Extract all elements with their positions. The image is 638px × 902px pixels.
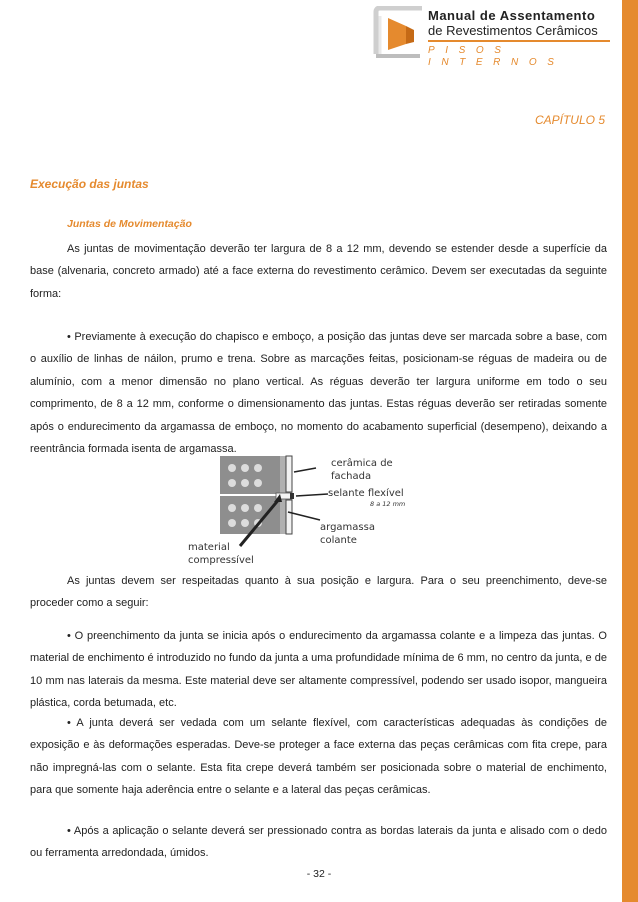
label-material-1: material: [188, 542, 230, 553]
joint-diagram: [170, 450, 470, 570]
orange-side-bar: [622, 0, 638, 902]
paragraph-3: As juntas devem ser respeitadas quanto à sua posição e largura. Para o seu preenchimento, deve-se proceder como a seguir:: [30, 575, 607, 610]
page-number: - 32 -: [306, 868, 332, 880]
manual-logo-icon: [366, 6, 426, 60]
mortar-bottom: [280, 498, 286, 534]
flexible-sealant: [290, 493, 294, 499]
brand-title-line1: Manual de Assentamento: [428, 8, 596, 23]
paragraph-6: • Após a aplicação o selante deverá ser pressionado contra as bordas laterais da junta e alisado com o dedo ou ferramenta arredondada, úmidos.: [30, 825, 607, 860]
section-title: Execução das juntas: [30, 177, 149, 191]
label-ceramica-1: cerâmica de: [331, 458, 393, 469]
subsection-title: Juntas de Movimentação: [67, 218, 192, 230]
label-material-2: compressível: [188, 555, 254, 566]
label-argamassa-2: colante: [320, 535, 357, 546]
chapter-label: CAPÍTULO 5: [534, 113, 605, 127]
ceramic-tile-top: [286, 456, 292, 492]
paragraph-5: • A junta deverá ser vedada com um selante flexível, com características adequadas às condições de exposição e às deformações esperadas. Deve-se proteger a face externa das peças cerâmicas com fita crepe, para não impregná-las com o selante. Esta fita crepe deverá também ser posicionada sobre o material de enchimento, para que somente haja aderência entre o selante e a lateral das peças cerâmicas.: [30, 717, 607, 797]
label-selante-dim: 8 a 12 mm: [370, 500, 406, 508]
wall-block-top: [220, 456, 280, 494]
brand-divider: [428, 40, 610, 42]
paragraph-1: As juntas de movimentação deverão ter largura de 8 a 12 mm, devendo se estender desde a superfície da base (alvenaria, concreto armado) até a face externa do revestimento cerâmico. Devem ser executadas da seguinte forma:: [30, 243, 607, 300]
brand-title-line2: de Revestimentos Cerâmicos: [428, 23, 598, 38]
label-ceramica-2: fachada: [331, 471, 372, 482]
ceramic-tile-bottom: [286, 500, 292, 534]
arrow-selante: [296, 494, 328, 496]
paragraph-2: • Previamente à execução do chapisco e emboço, a posição das juntas deve ser marcada sobre a base, com o auxílio de linhas de náilon, prumo e trena. Sobre as marcações feitas, posicionam-se réguas de madeira ou de alumínio, com a menor dimensão no plano vertical. As réguas deverão ter largura uniforme em todo o seu comprimento, de 8 a 12 mm, conforme o dimensionamento das juntas. Estas réguas deverão ser retiradas somente após o endurecimento da argamassa de emboço, no momento do acabamento superficial (desempeno), deixando a reentrância formada isenta de argamassa.: [30, 331, 607, 456]
label-selante: selante flexível: [328, 488, 404, 499]
paragraph-4: • O preenchimento da junta se inicia após o endurecimento da argamassa colante e a limpeza das juntas. O material de enchimento é introduzido no fundo da junta a uma profundidade mínima de 6 mm, no centro da junta, e de 10 mm nas laterais da mesma. Este material deve ser altamente compressível, podendo ser usado isopor, mangueira plástica, corda betumada, etc.: [30, 630, 607, 710]
label-argamassa-1: argamassa: [320, 522, 375, 533]
brand-category: PISOS INTERNOS: [428, 44, 565, 68]
arrow-ceramica: [294, 468, 316, 472]
mortar-top: [280, 456, 286, 494]
brand-block: [428, 8, 618, 69]
arrow-argamassa: [288, 512, 320, 520]
wall-block-bottom: [220, 496, 280, 534]
